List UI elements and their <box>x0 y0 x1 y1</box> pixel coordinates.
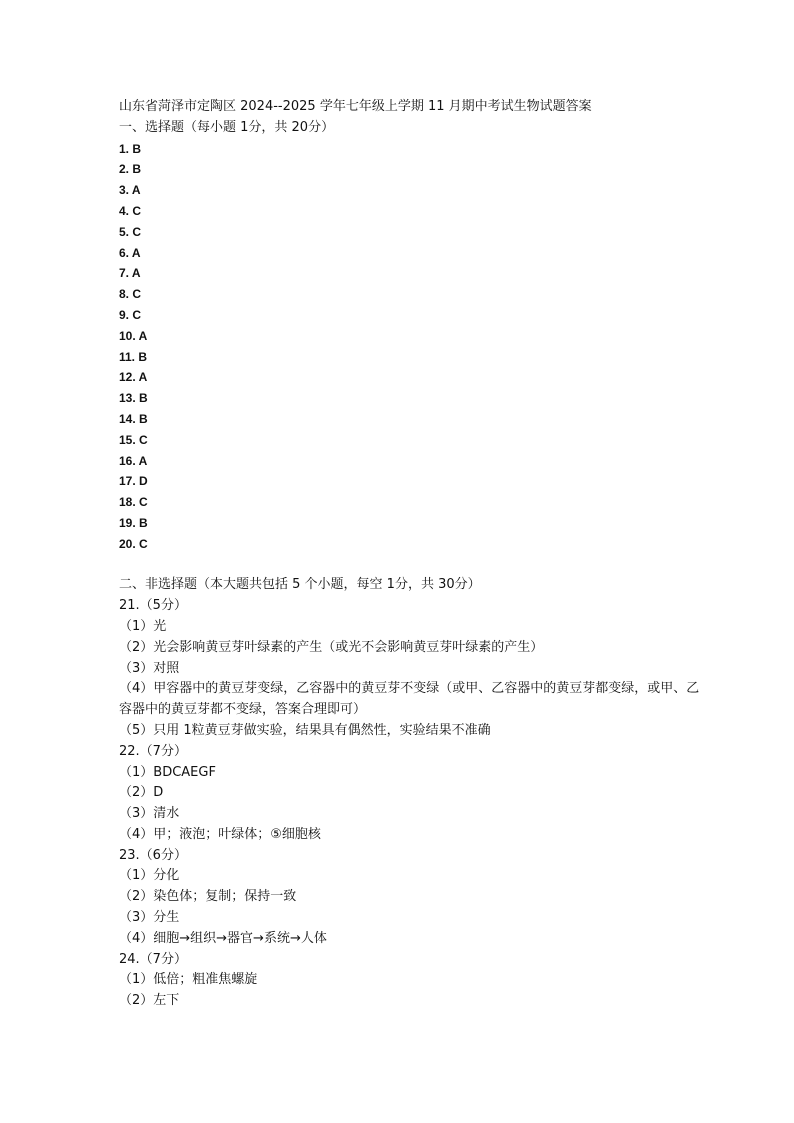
question-23-answer-1: （1）分化 <box>119 868 180 884</box>
document-title: 山东省菏泽市定陶区 2024--2025 学年七年级上学期 11 月期中考试生物试题答案 <box>119 99 592 114</box>
question-22-answer-2: （2）D <box>119 785 164 801</box>
mc-answer-18: 18. C <box>119 495 148 510</box>
question-22-answer-3: （3）清水 <box>119 806 180 822</box>
question-22-answer-1: （1）BDCAEGF <box>119 764 216 780</box>
question-21-answer-2: （2）光会影响黄豆芽叶绿素的产生（或光不会影响黄豆芽叶绿素的产生） <box>119 639 544 655</box>
mc-answer-13: 13. B <box>119 391 148 406</box>
mc-answer-20: 20. C <box>119 536 148 551</box>
mc-answer-6: 6. A <box>119 245 141 260</box>
question-21-answer-5: （5）只用 1粒黄豆芽做实验，结果具有偶然性，实验结果不准确 <box>119 722 491 738</box>
mc-answer-1: 1. B <box>119 141 142 156</box>
mc-answer-15: 15. C <box>119 432 148 447</box>
question-23-title: 23.（6分） <box>119 847 187 863</box>
question-21 <box>119 596 719 742</box>
section-2-heading: 二、非选择题（本大题共包括 5 个小题，每空 1分，共 30分） <box>119 577 481 593</box>
question-21-answer-4: （4）甲容器中的黄豆芽变绿，乙容器中的黄豆芽不变绿（或甲、乙容器中的黄豆芽都变绿，或甲、乙容器中的黄豆芽都不变绿，答案合理即可） <box>119 681 700 718</box>
question-21-answer-1: （1）光 <box>119 618 167 634</box>
question-21-title: 21.（5分） <box>119 598 187 614</box>
mc-answer-9: 9. C <box>119 307 142 322</box>
mc-answer-8: 8. C <box>119 287 142 302</box>
question-23 <box>119 846 719 950</box>
mc-answer-11: 11. B <box>119 349 148 364</box>
mc-answer-16: 16. A <box>119 453 148 468</box>
question-23-answer-4: （4）细胞→组织→器官→系统→人体 <box>119 930 327 946</box>
mc-answer-14: 14. B <box>119 411 148 426</box>
question-22-answer-4: （4）甲；液泡；叶绿体；⑤细胞核 <box>119 826 321 842</box>
mc-answer-2: 2. B <box>119 162 142 177</box>
mc-answer-12: 12. A <box>119 370 148 385</box>
question-23-answer-3: （3）分生 <box>119 910 180 926</box>
mc-answer-19: 19. B <box>119 515 148 530</box>
mc-answer-7: 7. A <box>119 266 141 281</box>
section-1-heading: 一、选择题（每小题 1分，共 20分） <box>119 119 335 135</box>
multiple-choice-answers <box>119 139 719 555</box>
question-24-answer-2: （2）左下 <box>119 993 180 1009</box>
answer-sheet <box>119 97 719 1012</box>
question-23-answer-2: （2）染色体；复制；保持一致 <box>119 889 297 905</box>
mc-answer-17: 17. D <box>119 474 148 489</box>
question-24-answer-1: （1）低倍；粗准焦螺旋 <box>119 972 258 988</box>
blank-line <box>119 555 719 576</box>
mc-answer-10: 10. A <box>119 328 148 343</box>
question-22 <box>119 742 719 846</box>
question-21-answer-3: （3）对照 <box>119 660 180 676</box>
question-24-title: 24.（7分） <box>119 951 187 967</box>
question-24 <box>119 950 719 1012</box>
mc-answer-3: 3. A <box>119 183 141 198</box>
mc-answer-4: 4. C <box>119 203 142 218</box>
mc-answer-5: 5. C <box>119 224 142 239</box>
question-22-title: 22.（7分） <box>119 743 187 759</box>
